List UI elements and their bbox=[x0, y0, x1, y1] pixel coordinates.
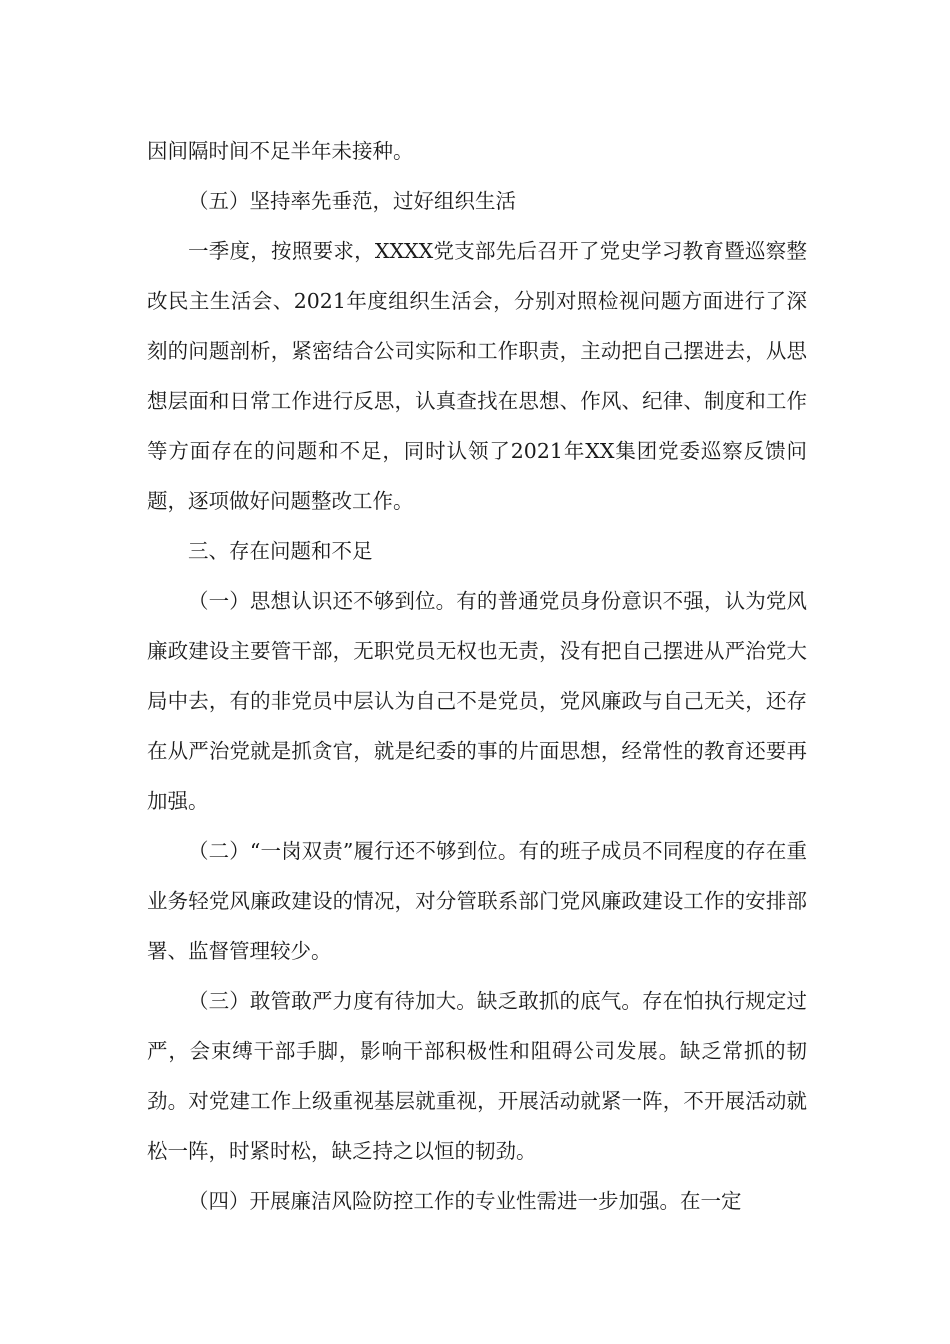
paragraph-continuation: 因间隔时间不足半年未接种。 bbox=[147, 139, 414, 163]
document-body bbox=[147, 126, 807, 1226]
section-heading-problems: 三、存在问题和不足 bbox=[188, 539, 373, 563]
paragraph-problem-four: （四）开展廉洁风险防控工作的专业性需进一步加强。在一定 bbox=[188, 1189, 742, 1213]
paragraph-problem-two: （二）“一岗双责”履行还不够到位。有的班子成员不同程度的存在重业务轻党风廉政建设的情况，对分管联系部门党风廉政建设工作的安排部署、监督管理较少。 bbox=[147, 839, 807, 963]
section-heading-five: （五）坚持率先垂范，过好组织生活 bbox=[188, 189, 516, 213]
paragraph-organization-life: 一季度，按照要求，XXXX党支部先后召开了党史学习教育暨巡察整改民主生活会、2021年度组织生活会，分别对照检视问题方面进行了深刻的问题剖析，紧密结合公司实际和工作职责，主动把自己摆进去，从思想层面和日常工作进行反思，认真查找在思想、作风、纪律、制度和工作等方面存在的问题和不足，同时认领了2021年XX集团党委巡察反馈问题，逐项做好问题整改工作。 bbox=[147, 239, 807, 513]
paragraph-problem-three: （三）敢管敢严力度有待加大。缺乏敢抓的底气。存在怕执行规定过严，会束缚干部手脚，影响干部积极性和阻碍公司发展。缺乏常抓的韧劲。对党建工作上级重视基层就重视，开展活动就紧一阵，不开展活动就松一阵，时紧时松，缺乏持之以恒的韧劲。 bbox=[147, 989, 807, 1163]
paragraph-problem-one: （一）思想认识还不够到位。有的普通党员身份意识不强，认为党风廉政建设主要管干部，无职党员无权也无责，没有把自己摆进从严治党大局中去，有的非党员中层认为自己不是党员，党风廉政与自己无关，还存在从严治党就是抓贪官，就是纪委的事的片面思想，经常性的教育还要再加强。 bbox=[147, 589, 807, 813]
